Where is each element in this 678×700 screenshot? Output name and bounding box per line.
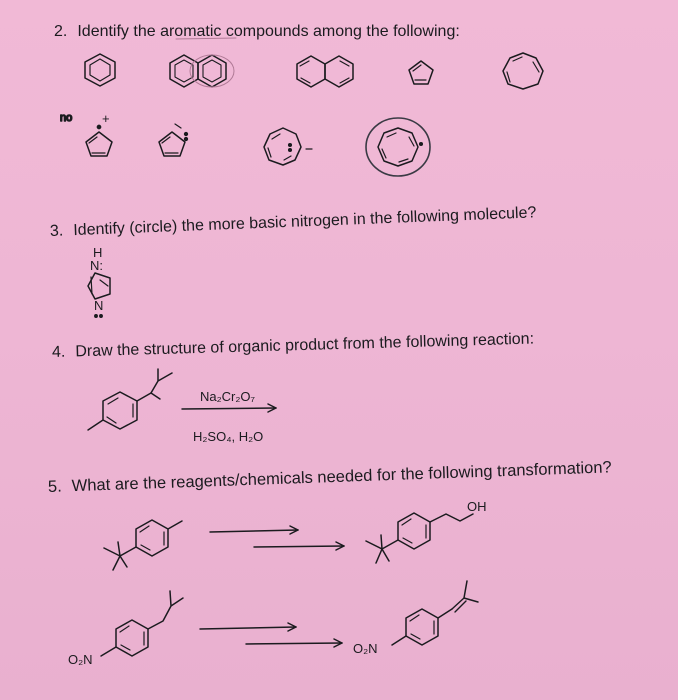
question-4-text: Draw the structure of organic product from the following reaction: [75, 330, 535, 361]
benzylic-alcohol-product [366, 513, 473, 563]
nitro-isopropylbenzene-reactant [101, 591, 183, 656]
question-3-number: 3. [49, 222, 64, 240]
pyridine-nitrogen-label: N [94, 298, 104, 313]
isopropyl-toluene-reactant [88, 369, 172, 430]
imidazole-structure [88, 245, 110, 317]
nitro-group-label-1: O₂N [68, 652, 93, 667]
question-5-number: 5. [47, 477, 63, 496]
naphthalene-fused-ring-structure [170, 55, 234, 87]
oxidant-reagent: Na₂Cr₂O₇ [200, 389, 256, 404]
question-2-text: Identify the aromatic compounds among the following: [77, 23, 460, 40]
transformation-arrows-1 [210, 526, 344, 550]
svg-text:+: + [102, 111, 110, 126]
underline-mark [176, 38, 236, 39]
nh-hydrogen-label: H [93, 245, 103, 260]
hydroxyl-label: OH [467, 499, 487, 514]
drawn-circle-mark [366, 118, 430, 176]
nitro-group-label-2: O₂N [353, 641, 378, 656]
cyclopentadienyl-anion-structure [159, 124, 187, 156]
cycloheptatriene-structure [503, 53, 543, 89]
cycloheptatrienyl-anion-structure [264, 128, 312, 165]
handwritten-note: no [60, 112, 73, 124]
cyclooctatetraene-cation-structure [366, 118, 430, 176]
question-5-text: What are the reagents/chemicals needed for the following transformation? [71, 458, 612, 496]
nitro-alkene-product [392, 581, 478, 645]
acid-conditions-reagent: H₂SO₄, H₂O [193, 429, 264, 444]
question-2-number: 2. [54, 23, 68, 40]
tert-butyl-methylbenzene-reactant [104, 520, 182, 570]
question-4-number: 4. [51, 343, 66, 361]
cyclopentadienyl-cation-structure [86, 111, 112, 156]
benzene-structure [85, 54, 115, 86]
reaction-arrow [182, 404, 276, 412]
bicyclic-diene-structure [297, 56, 353, 87]
transformation-arrows-2 [200, 623, 342, 647]
pyrrole-nitrogen-label: N: [90, 258, 103, 273]
question-3-text: Identify (circle) the more basic nitrogen in the following molecule? [72, 204, 537, 240]
cyclopentadiene-structure [409, 61, 433, 84]
